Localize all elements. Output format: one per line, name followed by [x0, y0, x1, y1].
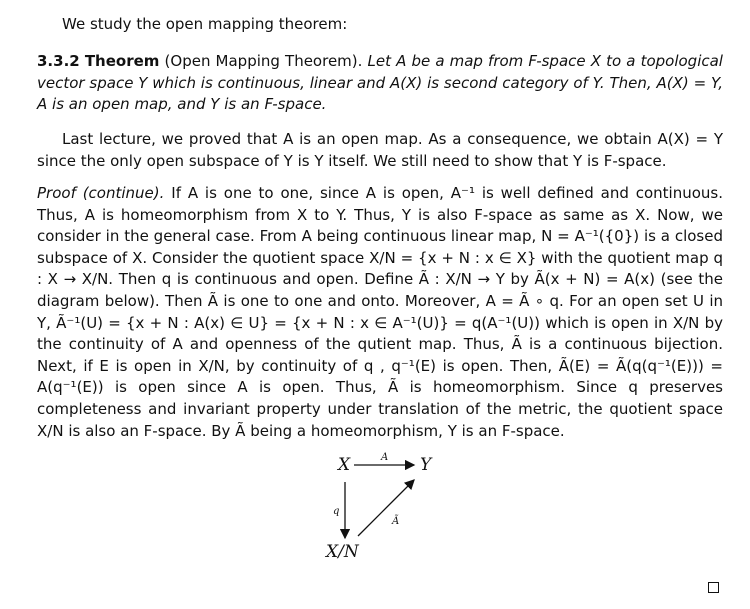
arrow-a-tilde [358, 480, 414, 536]
commutative-diagram [320, 450, 440, 570]
label-q: q [333, 506, 340, 517]
proof-paragraph [37, 183, 723, 442]
label-a: A [381, 452, 389, 463]
theorem-label: Theorem [84, 52, 160, 70]
theorem-number: 3.3.2 [37, 52, 80, 70]
diagram-node-x: X [338, 455, 351, 475]
theorem-block [37, 51, 723, 116]
diagram-node-quotient: X/N [326, 542, 359, 562]
lecture-paragraph: Last lecture, we proved that A is an open map. As a consequence, we obtain A(X) = Y since the only open subspace of Y is Y itself. We still need to show that Y is F-space. [37, 130, 723, 170]
qed-box-icon [708, 582, 719, 593]
proof-body: If A is one to one, since A is open, A⁻¹ is well defined and continuous. Thus, A is homeomorphism from X to Y. Thus, Y is also F-space as same as X. Now, we consider in the general case. From A being continuous linear map, N = A⁻¹({0}) is a closed subspace of X. Consider the quotient space X/N = {x + N : x ∈ X} with the quotient map q : X → X/N. Then q is continuous and open. Define Ã : X/N → Y by Ã(x + N) = A(x) (see the diagram below). Then Ã is one to one and onto. Moreover, A = Ã ∘ q. For an open set U in Y, Ã⁻¹(U) = {x + N : A(x) ∈ U} = {x + N : x ∈ A⁻¹(U)} = q(A⁻¹(U)) which is open in X/N by the continuity of A and openness of the qutient map. Thus, Ã is a continuous bijection. Next, if E is open in X/N, by continuity of q , q⁻¹(E) is open. Then, Ã(E) = Ã(q(q⁻¹(E))) = A(q⁻¹(E)) is open since A is open. Thus, Ã is homeomorphism. Since q preserves completeness and invariant property under translation of the metric, the quotient space X/N is also an F-space. By Ã being a homeomorphism, Y is an F-space. [37, 184, 723, 440]
theorem-statement: Let A be a map from F-space X to a topological vector space Y which is continuous, linear and A(X) is second category of Y. Then, A(X) = Y, A is an open map, and Y is an F-space. [37, 52, 723, 114]
theorem-name: (Open Mapping Theorem). [164, 52, 363, 70]
proof-label: Proof (continue). [37, 184, 165, 202]
intro-sentence: We study the open mapping theorem: [62, 15, 348, 33]
label-a-tilde: Ã [392, 516, 400, 527]
diagram-node-y: Y [420, 455, 432, 475]
